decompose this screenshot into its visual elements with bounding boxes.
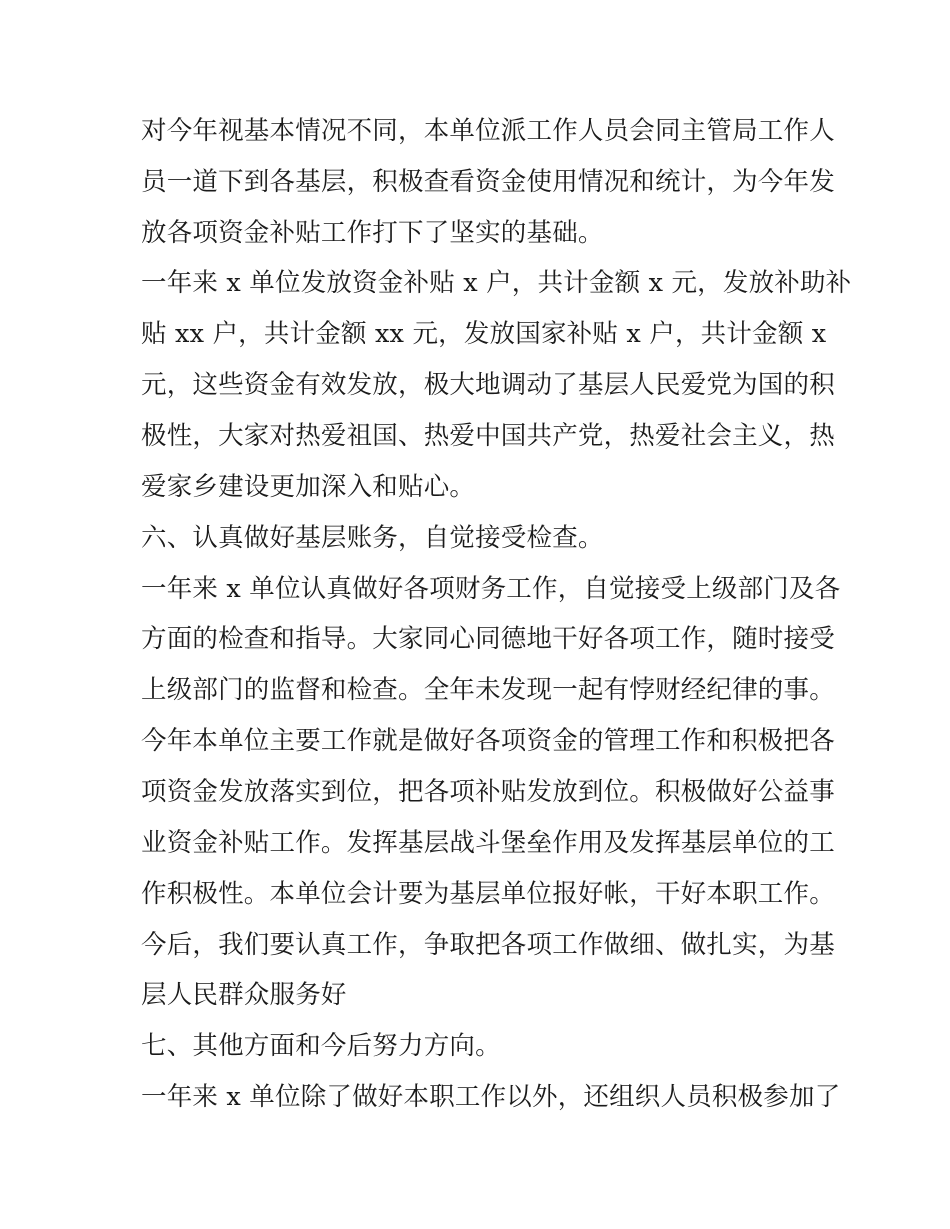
body-text-line: 一年来 x 单位除了做好本职工作以外，还组织人员积极参加了 <box>141 1082 841 1112</box>
body-text-line: 一年来 x 单位认真做好各项财务工作，自觉接受上级部门及各 <box>141 574 841 604</box>
body-text-line: 作积极性。本单位会计要为基层单位报好帐，干好本职工作。 <box>141 879 835 909</box>
body-text-line: 业资金补贴工作。发挥基层战斗堡垒作用及发挥基层单位的工 <box>141 828 835 858</box>
body-text-line: 贴 xx 户，共计金额 xx 元，发放国家补贴 x 户，共计金额 x <box>141 319 827 349</box>
body-text-line: 方面的检查和指导。大家同心同德地干好各项工作，随时接受 <box>141 624 835 654</box>
section-heading: 七、其他方面和今后努力方向。 <box>141 1031 501 1061</box>
body-text-line: 今后，我们要认真工作，争取把各项工作做细、做扎实，为基 <box>141 930 835 960</box>
body-text-line: 一年来 x 单位发放资金补贴 x 户，共计金额 x 元，发放补助补 <box>141 268 852 298</box>
body-text-line: 极性，大家对热爱祖国、热爱中国共产党，热爱社会主义，热 <box>141 421 835 451</box>
body-text-line: 员一道下到各基层，积极查看资金使用情况和统计，为今年发 <box>141 167 835 197</box>
body-text-line: 对今年视基本情况不同，本单位派工作人员会同主管局工作人 <box>141 116 835 146</box>
body-text-line: 项资金发放落实到位，把各项补贴发放到位。积极做好公益事 <box>141 777 835 807</box>
body-text-line: 元，这些资金有效发放，极大地调动了基层人民爱党为国的积 <box>141 370 835 400</box>
body-text-line: 今年本单位主要工作就是做好各项资金的管理工作和积极把各 <box>141 726 835 756</box>
body-text-line: 爱家乡建设更加深入和贴心。 <box>141 472 476 502</box>
body-text-line: 层人民群众服务好 <box>141 980 347 1010</box>
section-heading: 六、认真做好基层账务，自觉接受检查。 <box>141 523 604 553</box>
body-text-line: 上级部门的监督和检查。全年未发现一起有悖财经纪律的事。 <box>141 675 835 705</box>
body-text-line: 放各项资金补贴工作打下了坚实的基础。 <box>141 218 604 248</box>
